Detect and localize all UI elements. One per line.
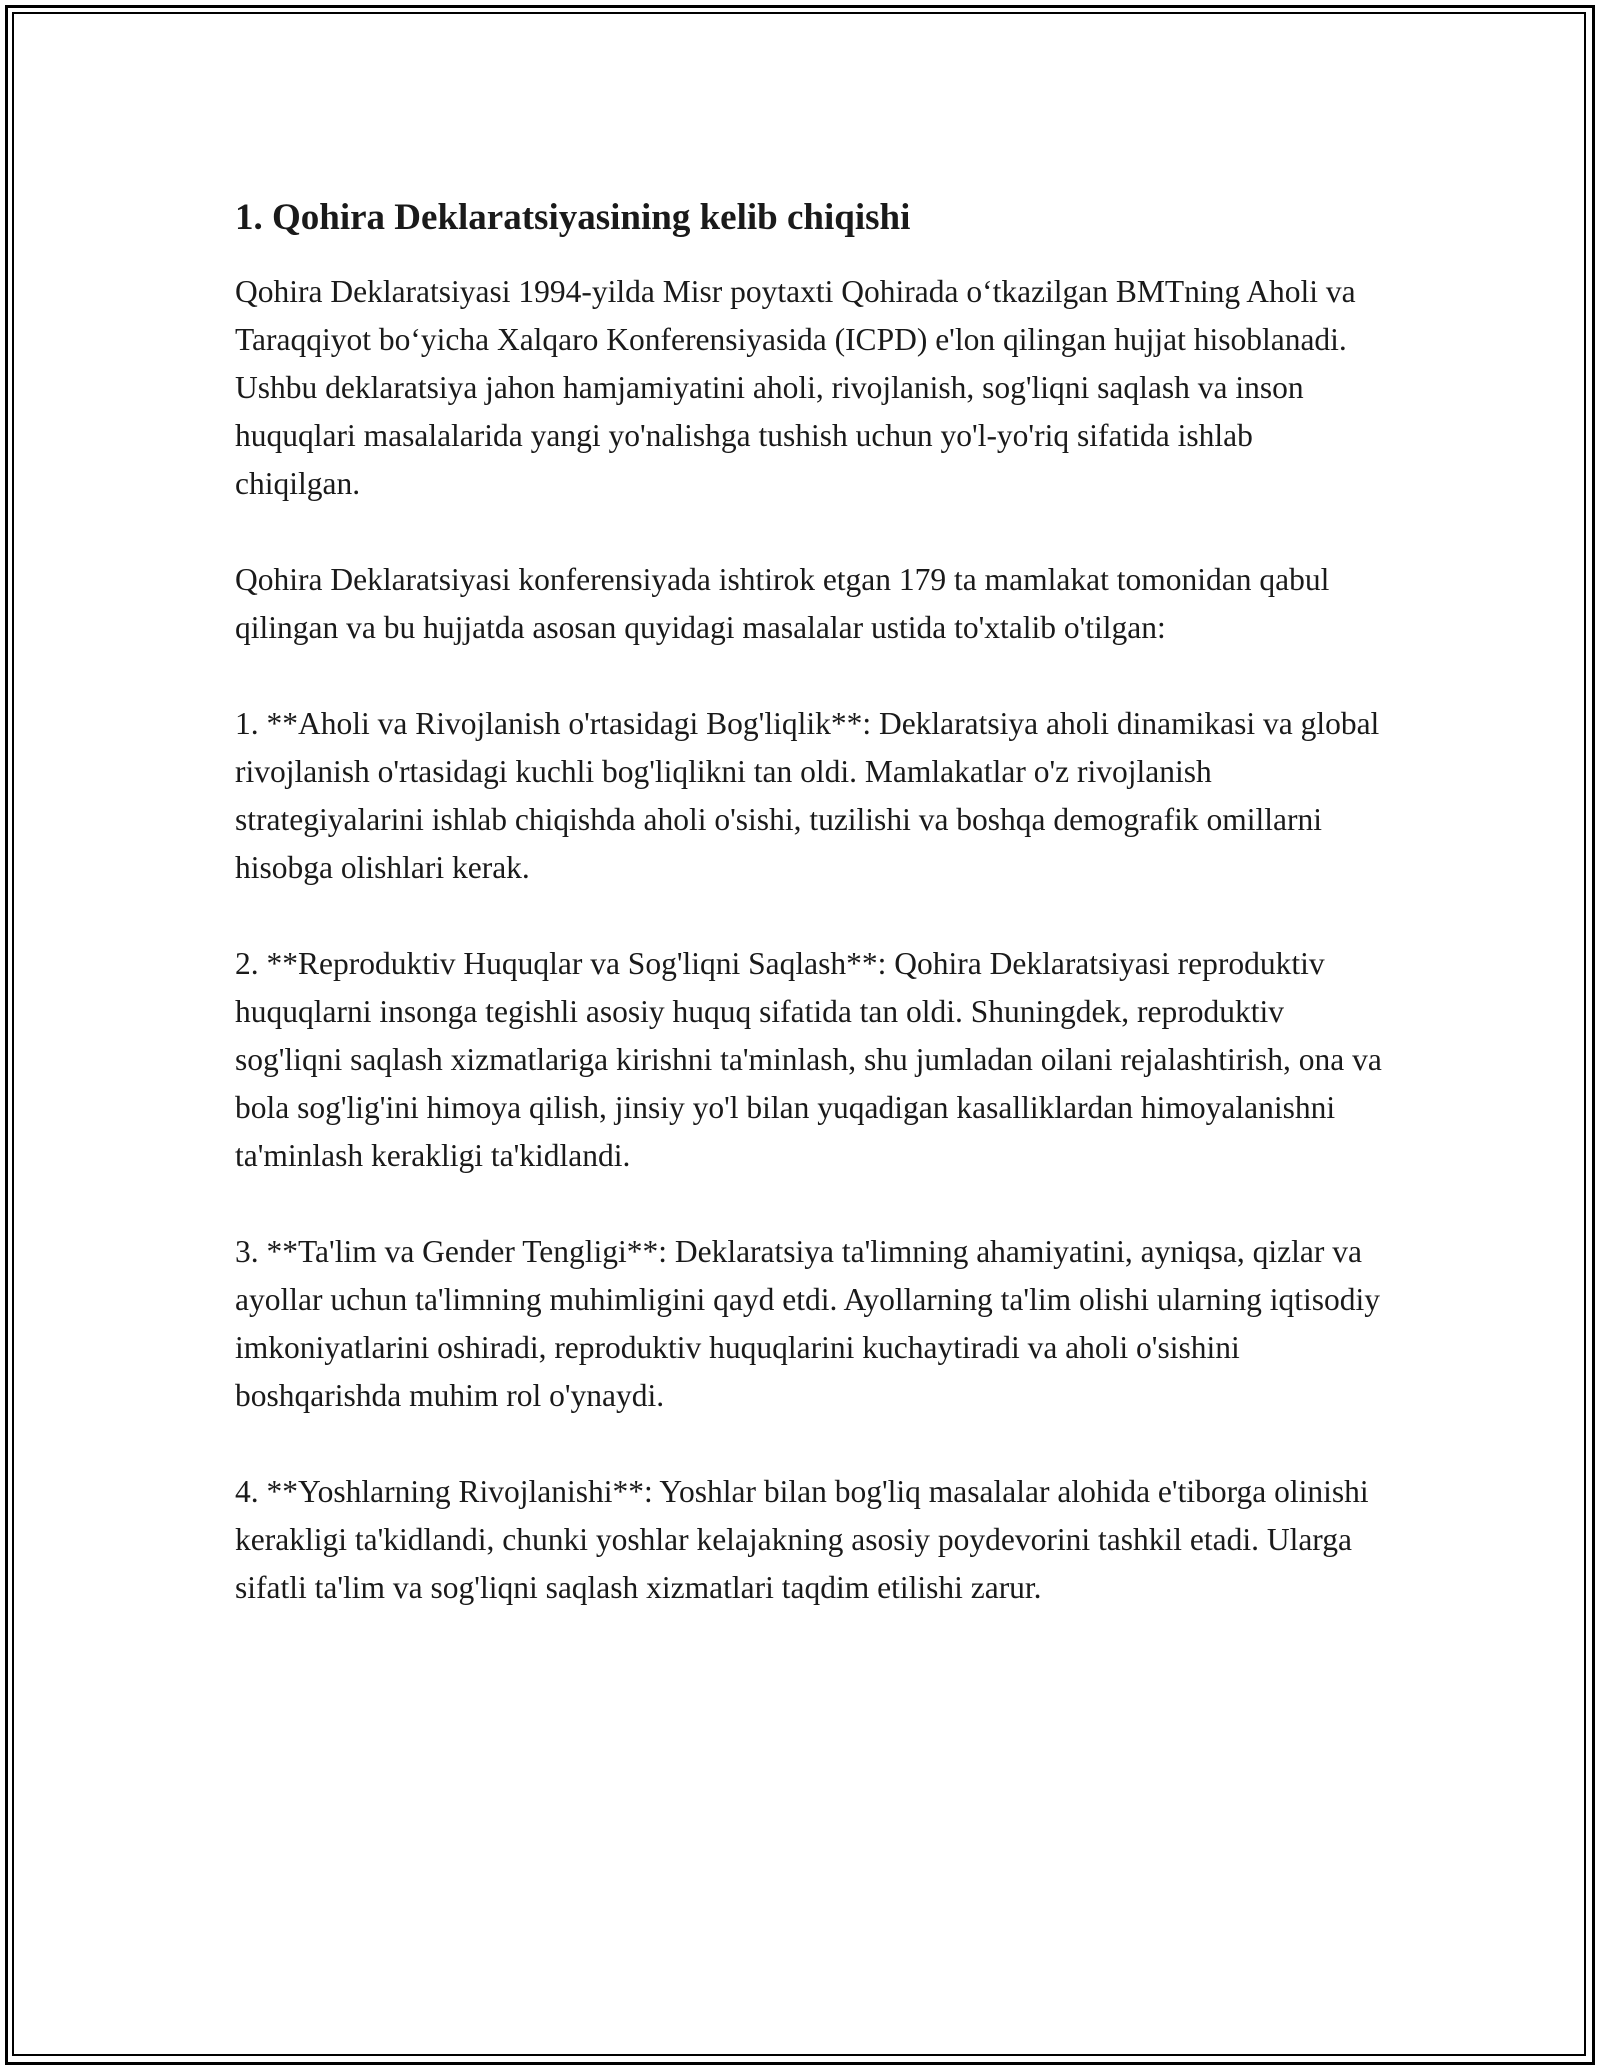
document-body: [235, 180, 1385, 1660]
paragraph-intro: Qohira Deklaratsiyasi 1994-yilda Misr poytaxti Qohirada o‘tkazilgan BMTning Aholi va Taraqqiyot bo‘yicha Xalqaro Konferensiyasida (ICPD) e'lon qilingan hujjat hisoblanadi. Ushbu deklaratsiya jahon hamjamiyatini aholi, rivojlanish, sog'liqni saqlash va inson huquqlari masalalarida yangi yo'nalishga tushish uchun yo'l-yo'riq sifatida ishlab chiqilgan.: [235, 274, 1356, 502]
section-title: 1. Qohira Deklaratsiyasining kelib chiqishi: [235, 197, 911, 238]
paragraph-item-1: 1. **Aholi va Rivojlanish o'rtasidagi Bog'liqlik**: Deklaratsiya aholi dinamikasi va global rivojlanish o'rtasidagi kuchli bog'liqlikni tan oldi. Mamlakatlar o'z rivojlanish strategiyalarini ishlab chiqishda aholi o'sishi, tuzilishi va boshqa demografik omillarni hisobga olishlari kerak.: [235, 706, 1380, 886]
paragraph-item-2: 2. **Reproduktiv Huquqlar va Sog'liqni Saqlash**: Qohira Deklaratsiyasi reproduktiv huquqlarni insonga tegishli asosiy huquq sifatida tan oldi. Shuningdek, reproduktiv sog'liqni saqlash xizmatlariga kirishni ta'minlash, shu jumladan oilani rejalashtirish, ona va bola sog'lig'ini himoya qilish, jinsiy yo'l bilan yuqadigan kasalliklardan himoyalanishni ta'minlash kerakligi ta'kidlandi.: [235, 946, 1382, 1174]
paragraph-adoption: Qohira Deklaratsiyasi konferensiyada ishtirok etgan 179 ta mamlakat tomonidan qabul qilingan va bu hujjatda asosan quyidagi masalalar ustida to'xtalib o'tilgan:: [235, 562, 1330, 646]
paragraph-item-3: 3. **Ta'lim va Gender Tengligi**: Deklaratsiya ta'limning ahamiyatini, ayniqsa, qizlar va ayollar uchun ta'limning muhimligini qayd etdi. Ayollarning ta'lim olishi ularning iqtisodiy imkoniyatlarini oshiradi, reproduktiv huquqlarini kuchaytiradi va aholi o'sishini boshqarishda muhim rol o'ynaydi.: [235, 1234, 1380, 1414]
paragraph-item-4: 4. **Yoshlarning Rivojlanishi**: Yoshlar bilan bog'liq masalalar alohida e'tiborga olinishi kerakligi ta'kidlandi, chunki yoshlar kelajakning asosiy poydevorini tashkil etadi. Ularga sifatli ta'lim va sog'liqni saqlash xizmatlari taqdim etilishi zarur.: [235, 1474, 1369, 1606]
